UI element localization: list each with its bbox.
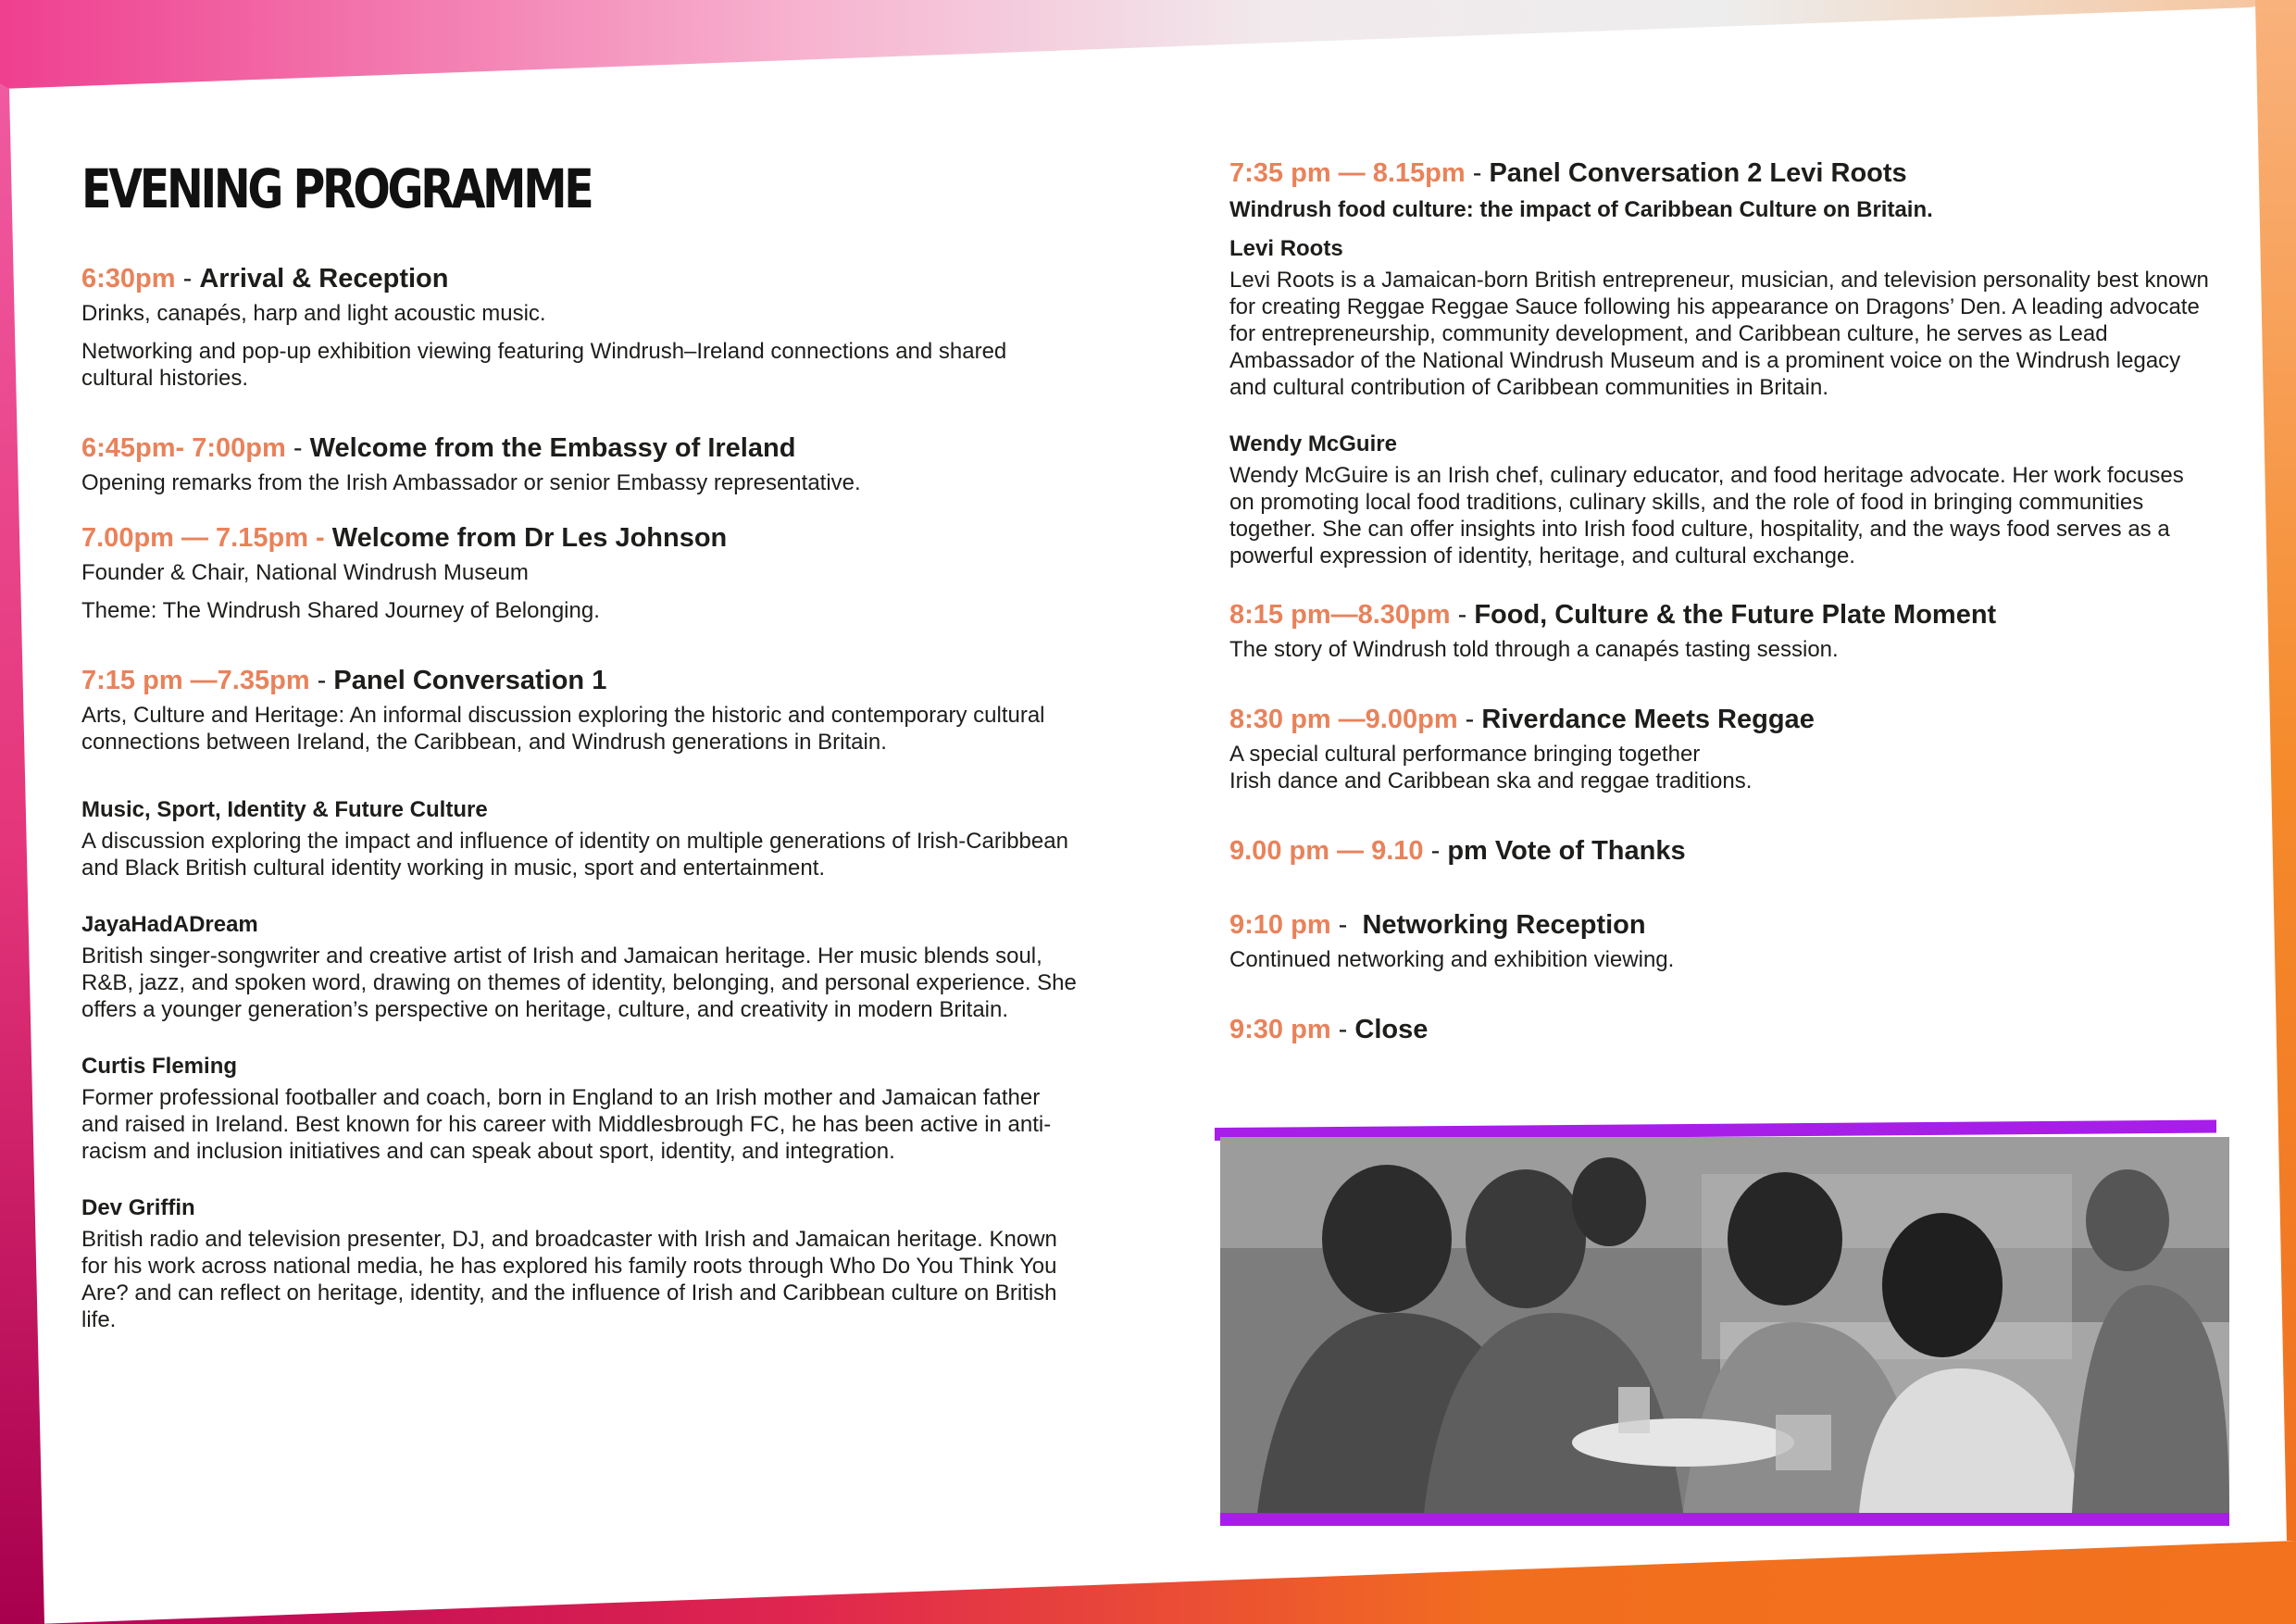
schedule-time: 6:45pm- 7:00pm — [81, 433, 286, 463]
speaker-bio: British radio and television presenter, DJ, and broadcaster with Irish and Jamaican heritage. Known for his work across national media, he has explored his family roots through Who Do You Think You Are? and can reflect on heritage, identity, and the influence of Irish and Caribbean culture on British life. — [81, 1227, 1057, 1332]
schedule-title: Riverdance Meets Reggae — [1481, 705, 1815, 734]
speaker-levi-roots — [1229, 233, 2211, 401]
schedule-item-panel-2 — [1229, 156, 2211, 226]
schedule-time: 9:10 pm — [1229, 910, 1331, 940]
speaker-jayahadadream — [81, 909, 1081, 1023]
section-description: A discussion exploring the impact and influence of identity on multiple generations of Irish-Caribbean and Black British cultural identity working in music, sport and entertainment. — [81, 829, 1068, 881]
schedule-title: Food, Culture & the Future Plate Moment — [1474, 600, 1997, 630]
schedule-description: The story of Windrush told through a canapés tasting session. — [1229, 637, 1839, 662]
schedule-title: Welcome from the Embassy of Ireland — [309, 433, 796, 463]
panel-subtitle: Windrush food culture: the impact of Caribbean Culture on Britain. — [1229, 197, 1933, 222]
schedule-description: Arts, Culture and Heritage: An informal discussion exploring the historic and contemporary cultural connections between Ireland, the Caribbean, and Windrush generations in Britain. — [81, 703, 1045, 755]
separator: - — [285, 433, 310, 463]
speaker-bio: Levi Roots is a Jamaican-born British entrepreneur, musician, and television personality best known for creating Reggae Reggae Sauce following his appearance on Dragons’ Den. A leading advocate for entrepreneurship, community development, and Caribbean culture, he serves as Lead Ambassador of the National Windrush Museum and is a prominent voice on the Windrush legacy and cultural contribution of Caribbean communities in Britain. — [1229, 268, 2209, 400]
page-title: EVENING PROGRAMME — [81, 157, 592, 220]
schedule-description: A special cultural performance bringing together — [1229, 742, 1701, 767]
schedule-time: 8:15 pm—8.30pm — [1229, 600, 1451, 630]
separator: - — [1465, 158, 1490, 188]
schedule-description: Irish dance and Caribbean ska and reggae traditions. — [1229, 768, 1753, 793]
schedule-heading — [1229, 907, 2211, 943]
speaker-dev-griffin — [81, 1193, 1081, 1333]
speaker-bio: Former professional footballer and coach, born in England to an Irish mother and Jamaican father and raised in Ireland. Best known for his career with Middlesbrough FC, he has been active in anti-racism and inclusion initiatives and can speak about sport, identity, and integration. — [81, 1085, 1052, 1164]
schedule-description: Theme: The Windrush Shared Journey of Belonging. — [81, 598, 600, 623]
schedule-item-close — [1229, 1012, 2211, 1047]
separator: - — [308, 523, 332, 553]
speaker-name: Dev Griffin — [81, 1195, 195, 1220]
schedule-heading — [81, 431, 1081, 466]
separator: - — [1330, 910, 1363, 940]
right-column — [1229, 156, 2211, 1071]
speaker-curtis-fleming — [81, 1051, 1081, 1165]
schedule-item-networking — [1229, 907, 2211, 973]
schedule-item-arrival — [81, 261, 1081, 392]
schedule-heading — [81, 520, 1081, 556]
schedule-item-vote-of-thanks — [1229, 833, 2211, 868]
separator: - — [1450, 600, 1475, 630]
schedule-item-embassy-welcome — [81, 431, 1081, 496]
schedule-title: pm Vote of Thanks — [1447, 836, 1686, 866]
schedule-description: Founder & Chair, National Windrush Museum — [81, 560, 529, 585]
schedule-item-panel-1 — [81, 663, 1081, 756]
schedule-heading — [1229, 597, 2211, 632]
schedule-heading — [81, 261, 1081, 296]
speaker-bio: British singer-songwriter and creative artist of Irish and Jamaican heritage. Her music blends soul, R&B, jazz, and spoken word, drawing on themes of identity, belonging, and personal experience. She offers a younger generation’s perspective on heritage, culture, and creativity in modern Britain. — [81, 943, 1077, 1022]
schedule-item-riverdance — [1229, 702, 2211, 794]
schedule-time: 9:30 pm — [1229, 1015, 1331, 1044]
historic-photograph — [1220, 1137, 2229, 1513]
schedule-time: 7:15 pm —7.35pm — [81, 666, 310, 695]
left-column — [81, 157, 1081, 1361]
schedule-heading — [81, 663, 1081, 698]
schedule-time: 7:35 pm — 8.15pm — [1229, 158, 1466, 188]
schedule-time: 7.00pm — 7.15pm — [81, 523, 308, 553]
bottom-band — [0, 1541, 2296, 1624]
right-band — [2255, 0, 2296, 1541]
schedule-time: 9.00 pm — 9.10 — [1229, 836, 1424, 866]
separator: - — [309, 666, 334, 695]
schedule-heading — [1229, 1012, 2211, 1047]
schedule-title: Panel Conversation 2 Levi Roots — [1489, 158, 1907, 188]
schedule-time: 8:30 pm —9.00pm — [1229, 705, 1458, 734]
schedule-description: Drinks, canapés, harp and light acoustic music. — [81, 301, 546, 326]
separator: - — [1423, 836, 1448, 866]
left-band — [0, 83, 44, 1624]
speaker-bio: Wendy McGuire is an Irish chef, culinary educator, and food heritage advocate. Her work focuses on promoting local food traditions, culinary skills, and the role of food in bringing communities together. She can offer insights into Irish food culture, hospitality, and the ways food serves as a powerful expression of identity, heritage, and cultural exchange. — [1229, 463, 2184, 568]
schedule-title: Arrival & Reception — [199, 264, 449, 294]
section-title: Music, Sport, Identity & Future Culture — [81, 797, 488, 822]
schedule-description: Networking and pop-up exhibition viewing featuring Windrush–Ireland connections and shared cultural histories. — [81, 339, 1007, 391]
separator: - — [1330, 1015, 1355, 1044]
historic-photo-frame — [1215, 1128, 2233, 1526]
speaker-name: JayaHadADream — [81, 912, 258, 937]
panel-section — [81, 794, 1081, 881]
top-band — [0, 0, 2296, 89]
schedule-item-food-culture — [1229, 597, 2211, 663]
speaker-wendy-mcguire — [1229, 429, 2211, 569]
schedule-heading — [1229, 702, 2211, 737]
schedule-description: Continued networking and exhibition viewing. — [1229, 947, 1675, 972]
schedule-description: Opening remarks from the Irish Ambassador or senior Embassy representative. — [81, 470, 861, 495]
photo-illustration — [1220, 1137, 2229, 1513]
schedule-time: 6:30pm — [81, 264, 176, 294]
speaker-name: Levi Roots — [1229, 236, 1343, 261]
schedule-heading — [1229, 156, 2211, 191]
schedule-title: Networking Reception — [1362, 910, 1646, 940]
schedule-item-les-johnson — [81, 520, 1081, 624]
schedule-title: Close — [1354, 1015, 1429, 1044]
photo-frame-bottom-bar — [1220, 1513, 2229, 1526]
speaker-name: Curtis Fleming — [81, 1054, 238, 1079]
speaker-name: Wendy McGuire — [1229, 431, 1397, 456]
schedule-heading — [1229, 833, 2211, 868]
schedule-title: Welcome from Dr Les Johnson — [331, 523, 728, 553]
schedule-title: Panel Conversation 1 — [333, 666, 607, 695]
separator: - — [175, 264, 200, 294]
separator: - — [1457, 705, 1482, 734]
